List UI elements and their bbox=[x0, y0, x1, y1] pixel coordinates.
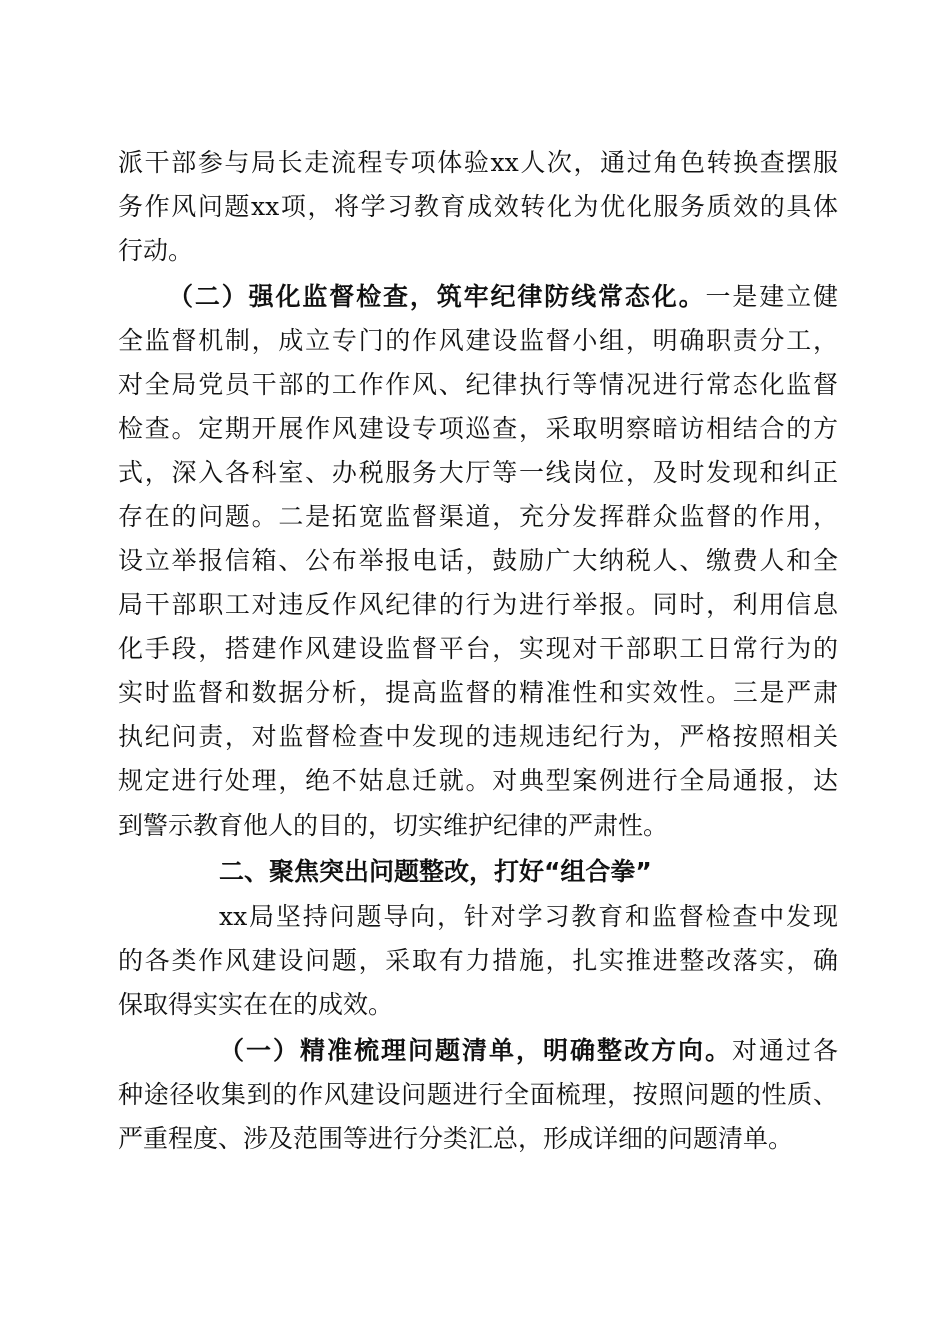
body-text-line: 式，深入各科室、办税服务大厅等一线岗位，及时发现和纠正 bbox=[118, 458, 838, 487]
body-text-line: 检查。定期开展作风建设专项巡查，采取明察暗访相结合的方 bbox=[118, 414, 838, 443]
body-text-line: 化手段，搭建作风建设监督平台，实现对干部职工日常行为的 bbox=[118, 634, 838, 663]
body-text-line: 局干部职工对违反作风纪律的行为进行举报。同时，利用信息 bbox=[118, 590, 838, 619]
subsection-heading: （一）精准梳理问题清单，明确整改方向。 bbox=[219, 1036, 732, 1065]
body-text-line: 对全局党员干部的工作作风、纪律执行等情况进行常态化监督 bbox=[118, 370, 838, 399]
body-text-line: 种途径收集到的作风建设问题进行全面梳理，按照问题的性质、 bbox=[118, 1080, 838, 1109]
body-text-line: 设立举报信箱、公布举报电话，鼓励广大纳税人、缴费人和全 bbox=[118, 546, 838, 575]
body-text-line: 派干部参与局长走流程专项体验xx人次，通过角色转换查摆服 bbox=[118, 148, 838, 177]
body-text-line: 行动。 bbox=[118, 236, 194, 265]
subsection-heading: （二）强化监督检查，筑牢纪律防线常态化。 bbox=[168, 282, 706, 311]
body-text-line: 到警示教育他人的目的，切实维护纪律的严肃性。 bbox=[118, 811, 669, 840]
body-text-line: xx局坚持问题导向，针对学习教育和监督检查中发现 bbox=[219, 902, 838, 931]
body-text-line: 存在的问题。二是拓宽监督渠道，充分发挥群众监督的作用， bbox=[118, 502, 838, 531]
body-text-run: 对通过各 bbox=[731, 1036, 838, 1065]
body-text-line: 规定进行处理，绝不姑息迁就。对典型案例进行全局通报，达 bbox=[118, 766, 838, 795]
body-text-line: 严重程度、涉及范围等进行分类汇总，形成详细的问题清单。 bbox=[118, 1124, 794, 1153]
body-text-run: 一是建立健 bbox=[705, 282, 838, 311]
body-text-line: 的各类作风建设问题，采取有力措施，扎实推进整改落实，确 bbox=[118, 946, 838, 975]
body-text-line: 务作风问题xx项，将学习教育成效转化为优化服务质效的具体 bbox=[118, 192, 838, 221]
subsection-first-line bbox=[219, 1031, 838, 1071]
section-title: 二、聚焦突出问题整改，打好“组合拳” bbox=[219, 857, 652, 886]
subsection-first-line bbox=[168, 277, 838, 317]
body-text-line: 执纪问责，对监督检查中发现的违规违纪行为，严格按照相关 bbox=[118, 722, 838, 751]
body-text-line: 全监督机制，成立专门的作风建设监督小组，明确职责分工， bbox=[118, 326, 838, 355]
body-text-line: 实时监督和数据分析，提高监督的精准性和实效性。三是严肃 bbox=[118, 678, 838, 707]
body-text-line: 保取得实实在在的成效。 bbox=[118, 990, 394, 1019]
